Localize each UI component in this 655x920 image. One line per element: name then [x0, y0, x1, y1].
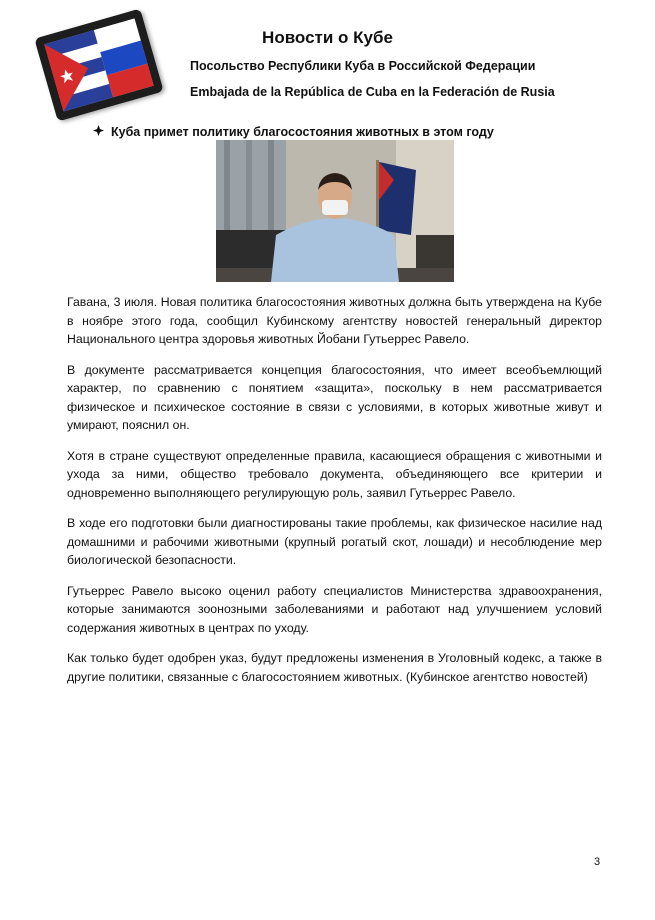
article-body — [67, 293, 602, 698]
article-paragraph: В документе рассматривается концепция благосостояния, что имеет всеобъемлющий характер, по сравнению с понятием «защита», поскольку в нем рассматривается физическое и психическое состояние в связи с условиями, в которых животные живут и умирают, пояснил он. — [67, 362, 602, 432]
article-paragraph: В ходе его подготовки были диагностированы такие проблемы, как физическое насилие над домашними и рабочими животными (крупный рогатый скот, лошади) и несоблюдение мер биологической безопасности. — [67, 516, 602, 567]
embassy-name-es: Embajada de la República de Cuba en la Federación de Rusia — [190, 85, 555, 99]
article-paragraph: Хотя в стране существуют определенные правила, касающиеся обращения с животными и ухода за ними, общество требовало документа, объединяющего все критерии и одновременно выполняющего регулирующую роль, заявил Гутьеррес Равело. — [67, 448, 602, 500]
page-number: 3 — [594, 856, 601, 868]
article-paragraph: Гавана, 3 июля. Новая политика благосостояния животных должна быть утверждена на Кубе в ноябре этого года, сообщил Кубинскому агентству новостей генеральный директор Национального центра здоровья животных Йобани Гутьеррес Равело. — [67, 295, 602, 346]
embassy-name-ru: Посольство Республики Куба в Российской Федерации — [190, 59, 536, 73]
diamond-bullet-icon — [93, 125, 111, 139]
cuba-russia-flags-icon — [34, 9, 163, 122]
article-paragraph: Гутьеррес Равело высоко оценил работу специалистов Министерства здравоохранения, которые занимаются зоонозными заболеваниями и работают над улучшением условий содержания животных в центрах по уходу. — [67, 583, 602, 635]
article-photo — [216, 140, 454, 282]
page-title: Новости о Кубе — [262, 28, 393, 47]
article-headline-row — [93, 125, 494, 139]
article-headline: Куба примет политику благосостояния животных в этом году — [111, 125, 494, 139]
article-paragraph: Как только будет одобрен указ, будут предложены изменения в Уголовный кодекс, а также в другие политики, связанные с благосостоянием животных. (Кубинское агентство новостей) — [67, 651, 602, 684]
